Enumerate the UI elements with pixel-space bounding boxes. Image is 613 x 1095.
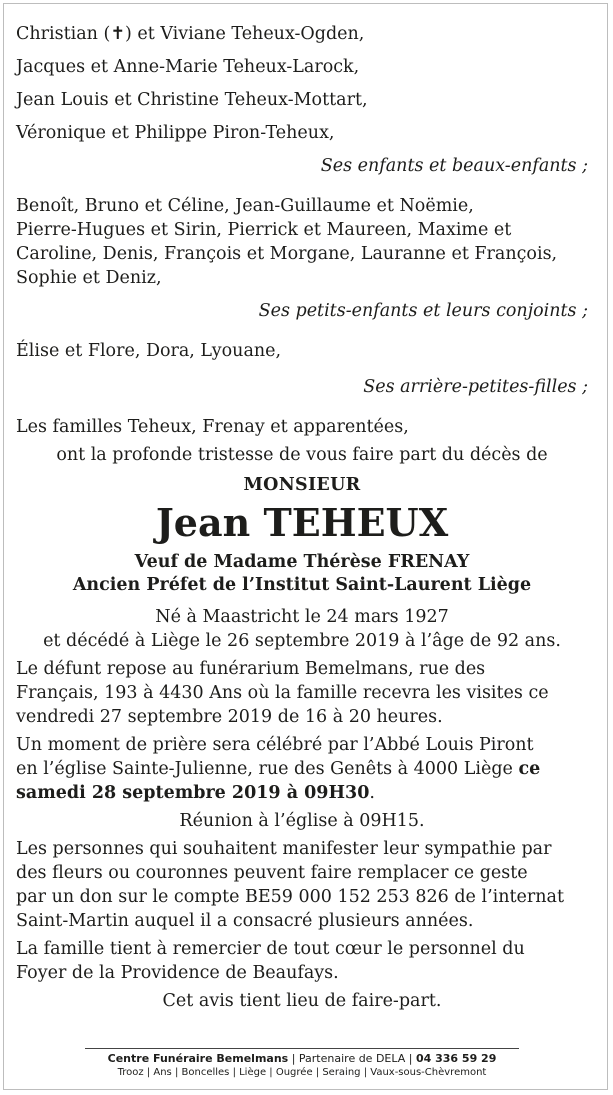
thanks-line: La famille tient à remercier de tout cœur le personnel du [16, 939, 525, 959]
deceased-title: MONSIEUR [243, 475, 361, 495]
funeral-home-line: Le défunt repose au funérarium Bemelmans, rue des [16, 659, 486, 679]
great-grandchildren: Élise et Flore, Dora, Lyouane, [16, 341, 282, 361]
donation-line: des fleurs ou couronnes peuvent faire remplacer ce geste [16, 863, 528, 883]
prayer-end: . [369, 783, 375, 803]
position-line: Ancien Préfet de l’Institut Saint-Laurent Liège [72, 575, 532, 595]
grandchildren-list [16, 194, 588, 290]
separator: | [288, 1052, 299, 1065]
cross-icon: ✝ [110, 24, 125, 44]
separator: | [405, 1052, 416, 1065]
child-1 [16, 22, 588, 46]
closing-line: Cet avis tient lieu de faire-part. [162, 991, 442, 1011]
children-caption: Ses enfants et beaux-enfants ; [320, 156, 588, 176]
prayer-line: Un moment de prière sera célébré par l’Abbé Louis Piront [16, 735, 534, 755]
widower-line: Veuf de Madame Thérèse FRENAY [134, 552, 470, 572]
child-4: Véronique et Philippe Piron-Teheux, [16, 123, 335, 143]
death-notice [16, 22, 588, 1013]
death-line: et décédé à Liège le 26 septembre 2019 à l’âge de 92 ans. [43, 631, 561, 651]
grandchildren-line: Benoît, Bruno et Céline, Jean-Guillaume et Noëmie, [16, 196, 474, 216]
great-grandchildren-caption: Ses arrière-petites-filles ; [363, 377, 588, 397]
donation-line: Saint-Martin auquel il a consacré plusieurs années. [16, 911, 474, 931]
meeting-line: Réunion à l’église à 09H15. [179, 811, 425, 831]
funeral-center-footer [85, 1048, 519, 1079]
footer-locations: Trooz | Ans | Boncelles | Liège | Ougrée | Seraing | Vaux-sous-Chèvremont [117, 1067, 487, 1078]
donation-line: Les personnes qui souhaitent manifester leur sympathie par [16, 839, 552, 859]
footer-top-line [85, 1052, 519, 1066]
child-1-text: Christian ( [16, 24, 111, 44]
prayer-date: samedi 28 septembre 2019 à 09H30 [16, 783, 370, 803]
families-line: Les familles Teheux, Frenay et apparentées, [16, 417, 409, 437]
grandchildren-line: Caroline, Denis, François et Morgane, Lauranne et François, [16, 244, 558, 264]
prayer-date-start: ce [518, 759, 541, 779]
thanks-paragraph [16, 937, 588, 985]
donation-paragraph [16, 837, 588, 933]
deceased-name: Jean TEHEUX [155, 500, 449, 545]
announcement-line: ont la profonde tristesse de vous faire part du décès de [56, 445, 548, 465]
partner-text: Partenaire de DELA [298, 1052, 406, 1065]
donation-line: par un don sur le compte BE59 000 152 253 826 de l’internat [16, 887, 564, 907]
thanks-line: Foyer de la Providence de Beaufays. [16, 963, 339, 983]
child-1-text-end: ) et Viviane Teheux-Ogden, [125, 24, 365, 44]
prayer-paragraph [16, 733, 588, 805]
prayer-line [16, 781, 588, 805]
company-name: Centre Funéraire Bemelmans [107, 1052, 289, 1065]
phone-number: 04 336 59 29 [415, 1052, 497, 1065]
prayer-line [16, 757, 588, 781]
grandchildren-line: Sophie et Deniz, [16, 268, 162, 288]
birth-line: Né à Maastricht le 24 mars 1927 [155, 607, 449, 627]
grandchildren-line: Pierre-Hugues et Sirin, Pierrick et Maureen, Maxime et [16, 220, 512, 240]
funeral-home-line: Français, 193 à 4430 Ans où la famille recevra les visites ce [16, 683, 549, 703]
funeral-home-line: vendredi 27 septembre 2019 de 16 à 20 heures. [16, 707, 443, 727]
grandchildren-caption: Ses petits-enfants et leurs conjoints ; [258, 301, 588, 321]
child-2: Jacques et Anne-Marie Teheux-Larock, [16, 57, 360, 77]
prayer-location: en l’église Sainte-Julienne, rue des Genêts à 4000 Liège [16, 759, 519, 779]
funeral-home-paragraph [16, 657, 588, 729]
child-3: Jean Louis et Christine Teheux-Mottart, [16, 90, 368, 110]
